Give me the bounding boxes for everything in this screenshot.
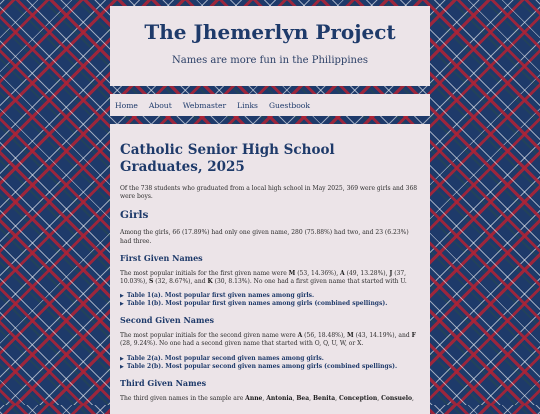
triangle-right-icon: ▶ [120, 355, 124, 362]
triangle-right-icon: ▶ [120, 301, 124, 308]
intro-paragraph: Of the 738 students who graduated from a local high school in May 2025, 369 were girls and 368 were boys. [120, 185, 418, 201]
site-header [110, 6, 430, 86]
first-names-heading: First Given Names [120, 252, 203, 263]
third-names-heading: Third Given Names [120, 377, 207, 388]
triangle-right-icon: ▶ [120, 293, 124, 300]
page-title: Catholic Senior High School Graduates, 2025 [120, 142, 335, 175]
table-2b-toggle[interactable]: ▶ Table 2(b). Most popular second given names among girls (combined spellings). [120, 362, 398, 370]
table-1b-toggle[interactable]: ▶ Table 1(b). Most popular first given names among girls (combined spellings). [120, 300, 388, 308]
third-names-paragraph: The third given names in the sample are Anne, Antonia, Bea, Benita, Conception, Consuelo, [120, 394, 414, 402]
article-content [110, 124, 430, 414]
second-names-heading: Second Given Names [120, 315, 215, 326]
table-1a-toggle[interactable]: ▶ Table 1(a). Most popular first given names among girls. [120, 292, 315, 300]
girls-heading: Girls [120, 209, 149, 222]
nav-home[interactable]: Home [115, 100, 138, 110]
first-names-paragraph: The most popular initials for the first given name were M (53, 14.36%), A (49, 13.28%), J (37, 10.03%), S (32, 8.67%), and K (30, 8.13%). No one had a first given name that started with U. [120, 269, 407, 286]
nav-guestbook[interactable]: Guestbook [268, 100, 310, 110]
second-names-paragraph: The most popular initials for the second given name were A (56, 18.48%), M (43, 14.19%), and F (28, 9.24%). No one had a second given name that started with O, Q, U, W, or X. [120, 332, 416, 348]
nav-links[interactable]: Links [237, 100, 258, 110]
second-names-tables [120, 355, 420, 371]
girls-summary: Among the girls, 66 (17.89%) had only one given name, 280 (75.88%) had two, and 23 (6.23%) had three. [120, 229, 409, 245]
site-tagline: Names are more fun in the Philippines [171, 55, 369, 66]
nav-about[interactable]: About [148, 100, 172, 110]
main-nav [110, 94, 430, 116]
table-2a-toggle[interactable]: ▶ Table 2(a). Most popular second given names among girls. [120, 354, 324, 362]
nav-webmaster[interactable]: Webmaster [182, 100, 227, 110]
site-title[interactable]: The Jhemerlyn Project [144, 20, 396, 44]
first-names-tables [120, 292, 420, 308]
triangle-right-icon: ▶ [120, 363, 124, 370]
